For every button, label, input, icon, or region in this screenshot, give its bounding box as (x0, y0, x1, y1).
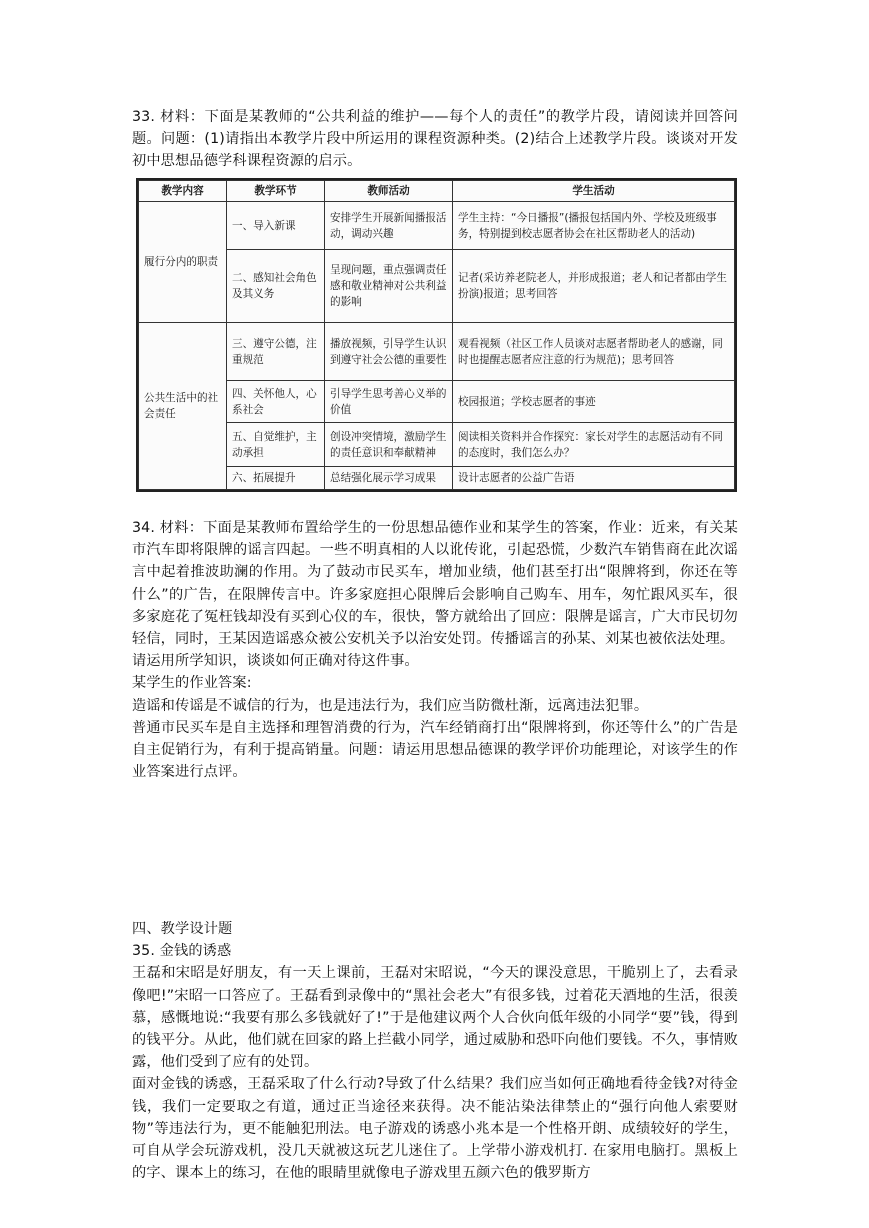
table-row (139, 250, 735, 323)
header-student: 学生活动 (453, 181, 735, 202)
header-teacher: 教师活动 (325, 181, 453, 202)
question-35-title: 35. 金钱的诱惑 (132, 943, 232, 960)
question-35-paragraph-1: 王磊和宋昭是好朋友，有一天上课前，王磊对宋昭说，“今天的课没意思，干脆别上了，去看录像吧!”宋昭一口答应了。王磊看到录像中的“黑社会老大”有很多钱，过着花天酒地的生活，很羡慕，感慨地说:“我要有那么多钱就好了!”于是他建议两个人合伙向低年级的小同学“要”钱，得到的钱平分。从此，他们就在回家的路上拦截小同学，通过威胁和恐吓向他们要钱。不久，事情败露，他们受到了应有的处罚。 (132, 965, 738, 1071)
table-header-row (139, 181, 735, 202)
teacher-cell: 呈现问题，重点强调责任感和敬业精神对公共利益的影响 (325, 250, 453, 323)
header-step: 教学环节 (227, 181, 325, 202)
answer-paragraph-1: 造谣和传谣是不诚信的行为，也是违法行为，我们应当防微杜渐，远离违法犯罪。 (132, 697, 649, 714)
student-cell: 学生主持：“今日播报”(播报包括国内外、学校及班级事务，特别提到校志愿者协会在社区帮助老人的活动) (453, 202, 735, 250)
step-cell: 六、拓展提升 (227, 467, 325, 490)
table-row (139, 423, 735, 467)
step-cell: 二、感知社会角色及其义务 (227, 250, 325, 323)
question-33 (132, 106, 738, 173)
student-cell: 观看视频（社区工作人员谈对志愿者帮助老人的感谢，同时也提醒志愿者应注意的行为规范)；思考回答 (453, 323, 735, 381)
teacher-cell: 播放视频，引导学生认识到遵守社会公德的重要性 (325, 323, 453, 381)
step-cell: 一、导入新课 (227, 202, 325, 250)
lesson-table-grid (138, 180, 735, 490)
question-34-prompt: 请运用所学知识，谈谈如何正确对待这件事。 (132, 653, 419, 670)
student-cell: 设计志愿者的公益广告语 (453, 467, 735, 490)
student-cell: 校园报道；学校志愿者的事迹 (453, 381, 735, 423)
section-4 (132, 918, 738, 1184)
section-heading: 四、教学设计题 (132, 921, 233, 937)
answer-paragraph-2: 普通市民买车是自主选择和理智消费的行为，汽车经销商打出“限牌将到，你还等什么”的广告是自主促销行为，有利于提高销量。问题：请运用思想品德课的教学评价功能理论，对该学生的作业答案进行点评。 (132, 719, 738, 781)
question-34-material: 34. 材料：下面是某教师布置给学生的一份思想品德作业和某学生的答案，作业：近来，有关某市汽车即将限牌的谣言四起。一些不明真相的人以讹传讹，引起恐慌，少数汽车销售商在此次谣言中起着推波助澜的作用。为了鼓动市民买车，增加业绩，他们甚至打出“限牌将到，你还在等什么”的广告，在限牌传言中。许多家庭担心限牌后会影响自己购车、用车，匆忙跟风买车，很多家庭花了冤枉钱却没有买到心仪的车，很快，警方就给出了回应：限牌是谣言，广大市民切勿轻信，同时，王某因造谣惑众被公安机关予以治安处罚。传播谣言的孙某、刘某也被依法处理。 (132, 520, 738, 648)
teacher-cell: 总结强化展示学习成果 (325, 467, 453, 490)
answer-label: 某学生的作业答案: (132, 675, 252, 692)
question-33-text: 33. 材料：下面是某教师的“公共利益的维护——每个人的责任”的教学片段，请阅读并回答问题。问题：(1)请指出本教学片段中所运用的课程资源种类。(2)结合上述教学片段。谈谈对开发初中思想品德学科课程资源的启示。 (132, 109, 738, 170)
table-row (139, 467, 735, 490)
question-35-paragraph-2: 面对金钱的诱惑，王磊采取了什么行动?导致了什么结果？我们应当如何正确地看待金钱?对待金钱，我们一定要取之有道，通过正当途径来获得。决不能沾染法律禁止的“强行向他人索要财物”等违法行为，更不能触犯刑法。电子游戏的诱惑小兆本是一个性格开朗、成绩较好的学生，可自从学会玩游戏机，没几天就被这玩艺儿迷住了。上学带小游戏机打. 在家用电脑打。黑板上的字、课本上的练习，在他的眼睛里就像电子游戏里五颜六色的俄罗斯方 (132, 1076, 738, 1182)
content-cell: 公共生活中的社会责任 (139, 323, 227, 490)
table-row (139, 202, 735, 250)
step-cell: 四、关怀他人，心系社会 (227, 381, 325, 423)
teacher-cell: 创设冲突情境，激励学生的责任意识和奉献精神 (325, 423, 453, 467)
lesson-table (136, 178, 737, 492)
table-row (139, 323, 735, 381)
teacher-cell: 引导学生思考善心义举的价值 (325, 381, 453, 423)
content-cell: 履行分内的职责 (139, 202, 227, 323)
teacher-cell: 安排学生开展新闻播报活动，调动兴趣 (325, 202, 453, 250)
question-34 (132, 517, 738, 783)
student-cell: 阅读相关资料并合作探究：家长对学生的志愿活动有不同的态度时，我们怎么办？ (453, 423, 735, 467)
step-cell: 三、遵守公德，注重规范 (227, 323, 325, 381)
header-content: 教学内容 (139, 181, 227, 202)
step-cell: 五、自觉维护，主动承担 (227, 423, 325, 467)
student-cell: 记者(采访养老院老人，并形成报道；老人和记者都由学生扮演)报道；思考回答 (453, 250, 735, 323)
table-row (139, 381, 735, 423)
